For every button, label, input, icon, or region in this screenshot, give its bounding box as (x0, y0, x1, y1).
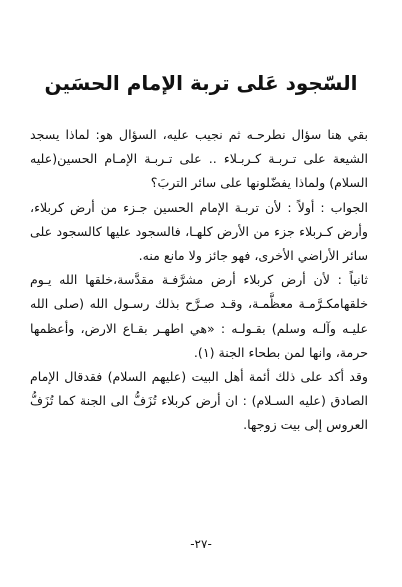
page-title: السّجود عَلى تربة الإمام الحسَين (44, 71, 358, 95)
paragraph-answer-first: الجواب : أولاً : لأن تربـة الإمام الحسين جـزء من أرض كربلاء، وأرض كـربلاء جزء من الأرض كلهـا، فالسجود عليها كالسجود على سائر الأراضي الأخرى، فهو جائز ولا مانع منه. (30, 199, 368, 264)
paragraph-imams-confirmation: وقد أكد على ذلك أئمة أهل البيت (عليهم السلام) فقدقال الإمام الصادق (عليه السـلام) : ان أرض كربلاء تُزَفُّ الى الجنة كما تُزَفُّ العروس إلى بيت زوجها. (30, 369, 368, 433)
paragraph-answer-second: ثانياً : لأن أرض كربلاء أرض مشرَّفـة مقدَّسة،خلقها الله يـوم خلقهامكـرَّمـة معظَّمـة، وقـد صـرَّح بذلك رسـول الله (صلى الله عليـه وآلـه وسلم) بقـولـه : «هي اطهـر بقـاع الارض، وأعظمها حرمة، وانها لمن بطحاء الجنة (١). (30, 272, 368, 360)
body-text (30, 123, 368, 438)
paragraph-question: بقي هنا سؤال نطرحـه ثم نجيب عليه، السؤال هو: لماذا يسجد الشيعة على تـربـة كـربـلاء .. على تـربـة الإمـام الحسين(عليه السلام) ولماذا يفضّلونها على سائر التربَ؟ (30, 127, 368, 191)
page-number: -٢٧- (190, 537, 212, 551)
